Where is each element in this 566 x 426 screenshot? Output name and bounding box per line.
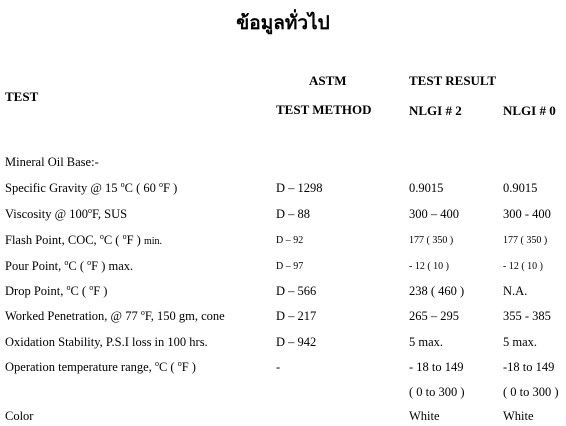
row-test-worked-penetration: Worked Penetration, @ 77 $^o$F, 150 gm, cone <box>5 308 225 323</box>
row-nlgi2: White <box>409 409 440 423</box>
row-nlgi0: 355 - 385 <box>503 309 551 323</box>
row-nlgi2: 177 ( 350 ) <box>409 235 454 246</box>
row-test-operation-temperature: Operation temperature range, $^o$C ( $^o$F ) <box>5 359 196 374</box>
row-test-specific-gravity: Specific Gravity @ 15 $^o$C ( 60 $^o$F ) <box>5 180 178 195</box>
header-test-method: TEST METHOD <box>276 102 372 117</box>
row-method: D – 942 <box>276 335 317 349</box>
row-nlgi2: 300 – 400 <box>409 207 459 221</box>
row-nlgi0: 177 ( 350 ) <box>503 235 548 246</box>
row-method: D – 92 <box>276 235 304 246</box>
row-test-color: Color <box>5 409 34 423</box>
degree-symbol: o <box>87 206 92 215</box>
row-nlgi0-range: ( 0 to 300 ) <box>503 385 559 399</box>
page-title: ข้อมูลทั่วไป <box>236 12 330 34</box>
header-test: TEST <box>5 89 39 104</box>
row-method: - <box>276 360 281 374</box>
row-test-pour-point: Pour Point, $^o$C ( $^o$F ) max. <box>5 258 134 273</box>
row-nlgi2: 265 – 295 <box>409 309 459 323</box>
degree-symbol: o <box>64 258 69 267</box>
row-nlgi2: 0.9015 <box>409 181 444 195</box>
row-method: D – 88 <box>276 207 311 221</box>
row-nlgi2: 238 ( 460 ) <box>409 284 465 298</box>
row-method: D – 97 <box>276 261 304 272</box>
row-nlgi0: White <box>503 409 534 423</box>
row-test-drop-point: Drop Point, $^o$C ( $^o$F ) <box>5 283 108 298</box>
degree-symbol: o <box>154 359 159 368</box>
header-nlgi-2: NLGI # 2 <box>409 103 462 118</box>
degree-symbol: o <box>99 232 104 241</box>
degree-symbol: o <box>140 308 145 317</box>
degree-symbol: o <box>66 283 71 292</box>
row-nlgi0: -18 to 149 <box>503 360 555 374</box>
row-nlgi0: 300 - 400 <box>503 207 551 221</box>
header-nlgi-0: NLGI # 0 <box>503 103 556 118</box>
degree-symbol: o <box>177 359 182 368</box>
header-astm: ASTM <box>309 73 347 88</box>
degree-symbol: o <box>122 232 127 241</box>
degree-symbol: o <box>159 180 164 189</box>
row-nlgi2-range: ( 0 to 300 ) <box>409 385 465 399</box>
header-test-result: TEST RESULT <box>409 73 497 88</box>
degree-symbol: o <box>120 180 125 189</box>
row-nlgi2: 5 max. <box>409 335 444 349</box>
row-test-flash-point: Flash Point, COC, $^o$C ( $^o$F ) min. <box>5 232 162 247</box>
row-test-oxidation-stability: Oxidation Stability, P.S.I loss in 100 hrs. <box>5 335 208 349</box>
section-label: Mineral Oil Base:- <box>5 155 99 169</box>
row-nlgi0: - 12 ( 10 ) <box>503 261 543 272</box>
row-nlgi2: - 18 to 149 <box>409 360 464 374</box>
row-nlgi0: N.A. <box>503 284 528 298</box>
row-method: D – 217 <box>276 309 317 323</box>
row-test-viscosity: Viscosity @ 100$^o$F, SUS <box>5 206 128 221</box>
row-nlgi0: 0.9015 <box>503 181 538 195</box>
degree-symbol: o <box>89 283 94 292</box>
degree-symbol: o <box>87 258 92 267</box>
row-method: D – 1298 <box>276 181 323 195</box>
row-nlgi0: 5 max. <box>503 335 538 349</box>
row-nlgi2: - 12 ( 10 ) <box>409 261 449 272</box>
row-method: D – 566 <box>276 284 317 298</box>
